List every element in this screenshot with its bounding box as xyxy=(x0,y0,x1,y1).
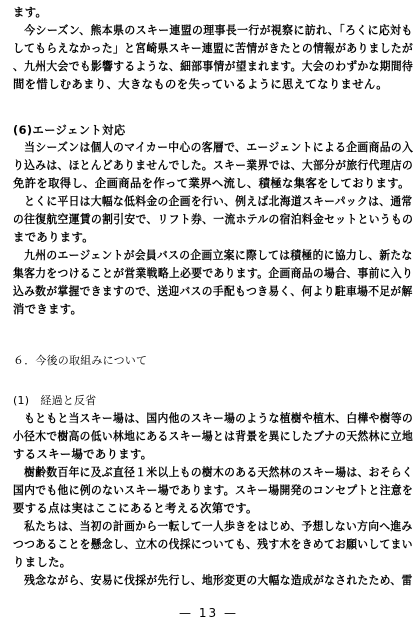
text-line: 要する点は実はここにあると考える次第です。 xyxy=(13,502,258,515)
text-line: 込み数が掌握できますので、送迎バスの手配もつき易く、何より駐車場不足が解 xyxy=(13,285,413,298)
text-line: 免許を取得し、企画商品を作って業界へ流し、積極な集客をしております。 xyxy=(13,177,410,190)
page-number: — 13 — xyxy=(179,606,238,620)
subsection-heading: (1) 経過と反省 xyxy=(13,394,97,407)
text-line: 私たちは、当初の計画から一転して一人歩きをはじめ、予想しない方向へ進み xyxy=(13,520,413,533)
text-line: 間を惜しむあまり、大きなものを失っているように思えてなりません。 xyxy=(13,78,388,91)
text-line: してもらえなかった」と宮崎県スキー連盟に苦情がきたとの情報がありましたが xyxy=(13,42,414,55)
text-line: りました。 xyxy=(13,556,72,569)
text-line: つつあることを懸念し、立木の伐採についても、残す木をきめてお願いしてまい xyxy=(13,538,413,551)
text-line: まであります。 xyxy=(13,231,94,244)
text-line: とくに平日は大幅な低料金の企画を行い、例えば北海道スキーパックは、通常 xyxy=(13,195,413,208)
text-line: 残念ながら、安易に伐採が先行し、地形変更の大幅な造成がなされたため、雷 xyxy=(13,574,413,587)
text-line: もともと当スキー場は、国内他のスキー場のような植樹や植木、白樺や樹等の xyxy=(13,412,414,425)
text-line: 、九州大会でも影響するような、細部事情が望まれます。大会のわずかな期間待 xyxy=(13,60,414,73)
text-line: ます。 xyxy=(13,6,48,19)
text-line: 樹齢数百年に及ぶ直径１米以上もの樹木のある天然林のスキー場は、おそらく xyxy=(13,466,414,479)
text-line: 九州のエージェントが会員バスの企画立案に際しては積極的に協力し、新たな xyxy=(13,249,413,262)
text-line: り込みは、ほとんどありませんでした。スキー業界では、大部分が旅行代理店の xyxy=(13,159,414,172)
text-line: 国内でも他に例のないスキー場であります。スキー場開発のコンセプトと注意を xyxy=(13,484,414,497)
chapter-heading: ６．今後の取組みについて xyxy=(13,354,148,367)
text-line: するスキー場であります。 xyxy=(13,448,153,461)
text-line: 今シーズン、熊本県のスキー連盟の理事長一行が視察に訪れ、「ろくに応対も xyxy=(13,24,413,37)
section-heading: (6)エージェント対応 xyxy=(13,124,126,137)
text-line: 消できます。 xyxy=(13,303,83,316)
text-line: 小径木で樹高の低い林地にあるスキー場とは背景を異にしたブナの天然林に立地 xyxy=(13,430,414,443)
text-line: の往復航空運賃の割引安で、リフト券、一流ホテルの宿泊料金セットというもの xyxy=(13,213,414,226)
text-line: 当シーズンは個人のマイカー中心の客層で、エージェントによる企画商品の入 xyxy=(13,141,414,154)
text-line: 集客力をつけることが営業戦略上必要であります。企画商品の場合、事前に入り xyxy=(13,267,414,280)
